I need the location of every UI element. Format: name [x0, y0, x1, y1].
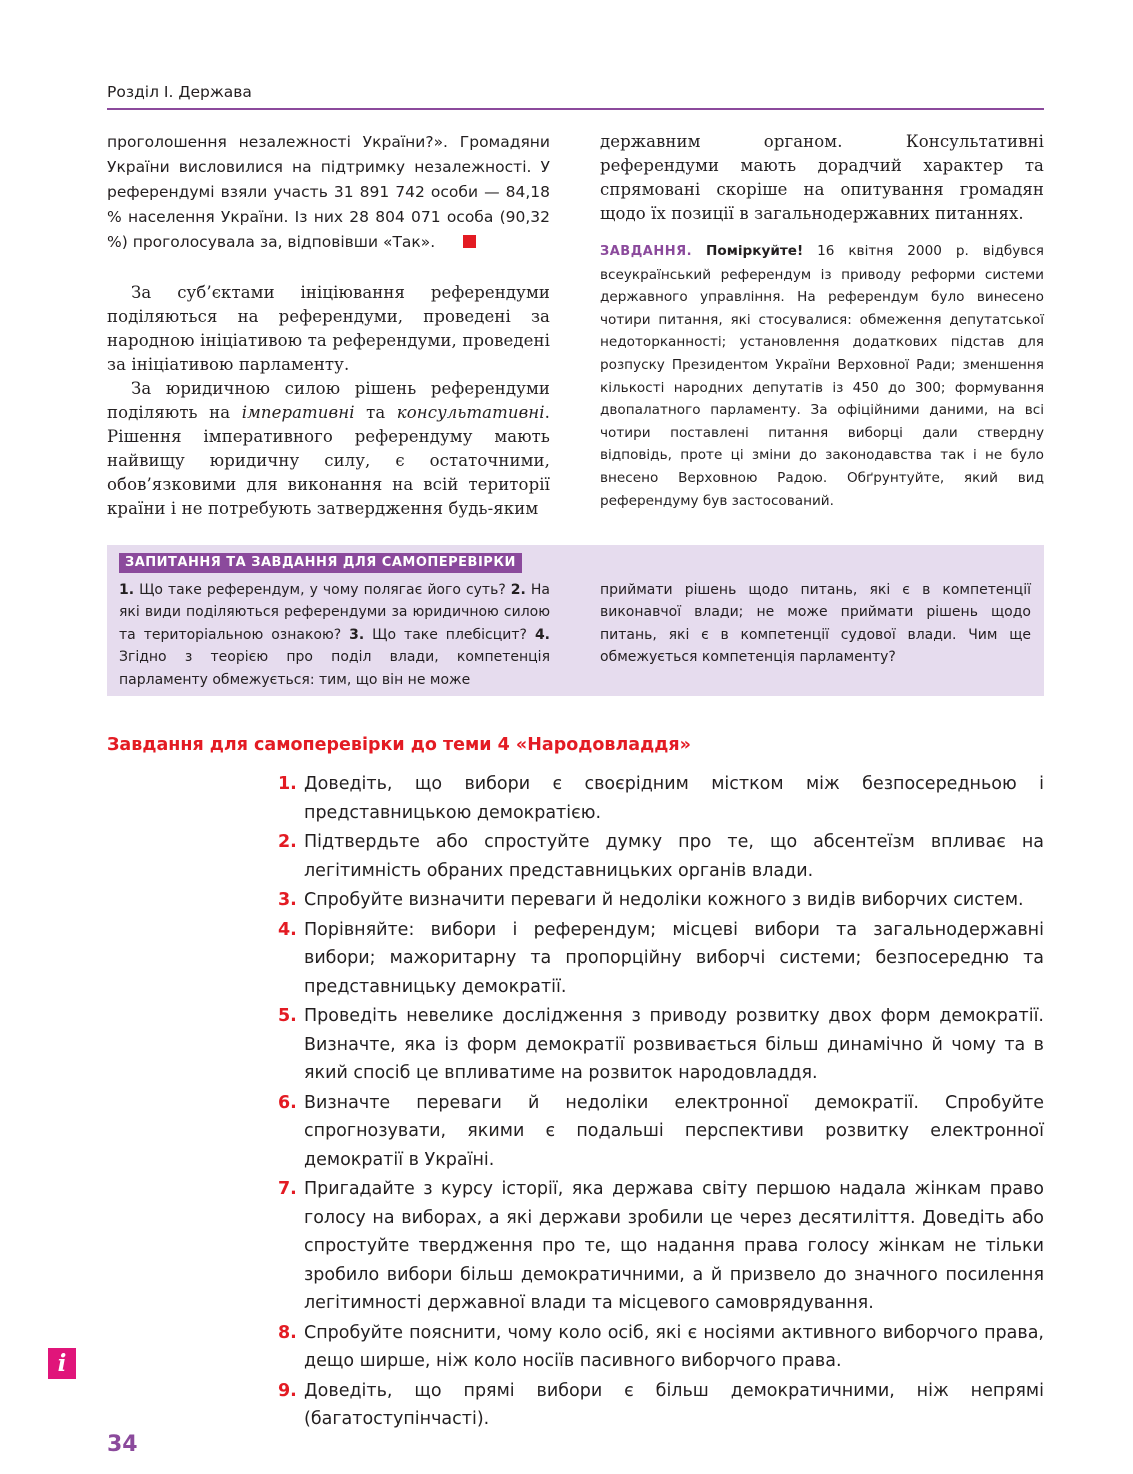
list-item — [278, 828, 1044, 885]
task-label: ЗАВДАННЯ. — [600, 244, 693, 259]
list-item — [278, 916, 1044, 1002]
list-item — [278, 886, 1044, 915]
task-item-text: Підтвердьте або спростуйте думку про те, що абсентеїзм впливає на легітимність обраних представницьких органів влади. — [304, 832, 1044, 881]
p2-text-a: За юридичною силою рішень референдуми поділяють на — [107, 379, 550, 422]
task-number: 8. — [278, 1322, 297, 1343]
list-item — [278, 1175, 1044, 1318]
end-mark-icon — [463, 235, 476, 248]
info-icon: i — [48, 1348, 76, 1379]
list-item — [278, 1377, 1044, 1434]
list-item — [278, 770, 1044, 827]
body-paragraph-1: За суб’єктами ініціювання референдуми поділяються на референдуми, проведені за народною ініціативою та референдуми, проведені за ініціативою парламенту. — [107, 283, 550, 374]
body-paragraph-2 — [107, 377, 550, 521]
task-number: 1. — [278, 774, 297, 794]
task-number: 2. — [278, 832, 297, 852]
task-item-text: Доведіть, що вибори є своєрідним містком між безпосередньою і представницькою демократією. — [304, 774, 1044, 823]
p2-emphasis-1: імперативні — [241, 403, 355, 422]
questions-box — [107, 545, 1044, 696]
task-list — [278, 770, 1044, 1435]
page-header — [107, 82, 1044, 110]
task-item-text: Спробуйте визначити переваги й недоліки кожного з видів виборчих систем. — [304, 890, 1024, 910]
chapter-title: Розділ І. Держава — [107, 83, 252, 101]
list-item — [278, 1319, 1044, 1376]
page-number: 34 — [107, 1432, 138, 1457]
task-number: 4. — [278, 919, 297, 940]
intro-paragraph — [107, 130, 550, 255]
q2-text: На які види поділяються референдуми за юридичною силою та територіальною ознакою? — [119, 582, 550, 643]
task-item-text: Проведіть невелике дослідження з приводу розвитку двох форм демократії. Визначте, яка із форм демократії розвивається більш динамічно й чому та в який спосіб це впливатиме на розвиток народовладдя. — [304, 1006, 1044, 1083]
task-item-text: Пригадайте з курсу історії, яка держава світу першою надала жінкам право голосу на виборах, а які держави зробили це через десятиліття. Доведіть або спростуйте твердження про те, що надання права голосу жінкам не тільки зробило вибори більш демократичними, а й призвело до значного посилення легітимності державної влади та місцевого самоврядування. — [304, 1179, 1044, 1313]
q1-number: 1. — [119, 582, 135, 598]
q1-text: Що таке референдум, у чому полягає його суть? — [134, 582, 511, 598]
questions-left — [119, 579, 550, 691]
p2-text-b: та — [354, 403, 397, 422]
q3-number: 3. — [349, 626, 365, 643]
task-number: 7. — [278, 1179, 297, 1199]
task-number: 3. — [278, 890, 297, 910]
task-text: 16 квітня 2000 р. відбувся всеукраїнський референдум із приводу реформи системи державного управління. На референдум було винесено чотири питання, які стосувалися: обмеження депутатської недоторканності; установлення додаткових підстав для розпуску Президентом України Верховної Ради; зменшення кількості народних депутатів із 450 до 300; формування двопалатного парламенту. За офіційними даними, на всі чотири поставлені питання виборці дали ствердну відповідь, проте ці зміни до законодавства так і не було внесено Верховною Радою. Обґрунтуйте, який вид референдуму був застосований. — [600, 243, 1044, 509]
section-title: Завдання для самоперевірки до теми 4 «Народовладдя» — [107, 735, 691, 755]
list-item — [278, 1002, 1044, 1088]
q4-continuation: приймати рішень щодо питань, які є в компетенції виконавчої влади; не може приймати рішень щодо питань, які є в компетенції судової влади. Чим ще обмежується компетенція парламенту? — [600, 582, 1031, 666]
q2-number: 2. — [510, 582, 526, 598]
p2-text-c: . Рішення імперативного референдуму мають найвищу юридичну силу, є остаточними, обов’язковими для виконання на всій території країни і не потребують затвердження будь-яким — [107, 403, 551, 518]
task-item-text: Визначте переваги й недоліки електронної демократії. Спробуйте спрогнозувати, якими є подальші перспективи розвитку електронної демократії в Україні. — [304, 1092, 1044, 1170]
q3-text: Що таке плебісцит? — [364, 626, 535, 643]
questions-text — [119, 579, 550, 691]
continuation-paragraph: державним органом. Консультативні референдуми мають дорадчий характер та спрямовані скоріше на опитування громадян щодо їх позиції в загальнодержавних питаннях. — [600, 132, 1044, 223]
task-number: 9. — [278, 1380, 297, 1401]
task-bold: Поміркуйте! — [706, 243, 804, 259]
list-item — [278, 1089, 1044, 1175]
left-column — [107, 130, 550, 521]
q4-text: Згідно з теорією про поділ влади, компетенція парламенту обмежується: тим, що він не може — [119, 649, 550, 688]
questions-box-title: ЗАПИТАННЯ ТА ЗАВДАННЯ ДЛЯ САМОПЕРЕВІРКИ — [119, 553, 522, 573]
task-number: 5. — [278, 1006, 297, 1026]
task-item-text: Порівняйте: вибори і референдум; місцеві вибори та загальнодержавні вибори; мажоритарну та пропорційну виборчі системи; безпосередню та представницьку демократії. — [304, 919, 1044, 997]
right-column — [600, 130, 1044, 512]
task-item-text: Доведіть, що прямі вибори є більш демократичними, ніж непрямі (багатоступінчасті). — [304, 1380, 1044, 1429]
intro-text: проголошення незалежності України?». Громадяни України висловилися на підтримку незалежності. У референдумі взяли участь 31 891 742 особи — 84,18 % населення України. Із них 28 804 071 особа (90,32 %) проголосувала за, відповівши «Так». — [107, 133, 550, 251]
task-block — [600, 240, 1044, 512]
q4-number: 4. — [534, 626, 550, 643]
p2-emphasis-2: консультативні — [396, 403, 545, 422]
task-item-text: Спробуйте пояснити, чому коло осіб, які є носіями активного виборчого права, дещо ширше, ніж коло носіїв пасивного виборчого права. — [304, 1322, 1044, 1371]
questions-right — [600, 579, 1031, 669]
task-number: 6. — [278, 1092, 297, 1113]
